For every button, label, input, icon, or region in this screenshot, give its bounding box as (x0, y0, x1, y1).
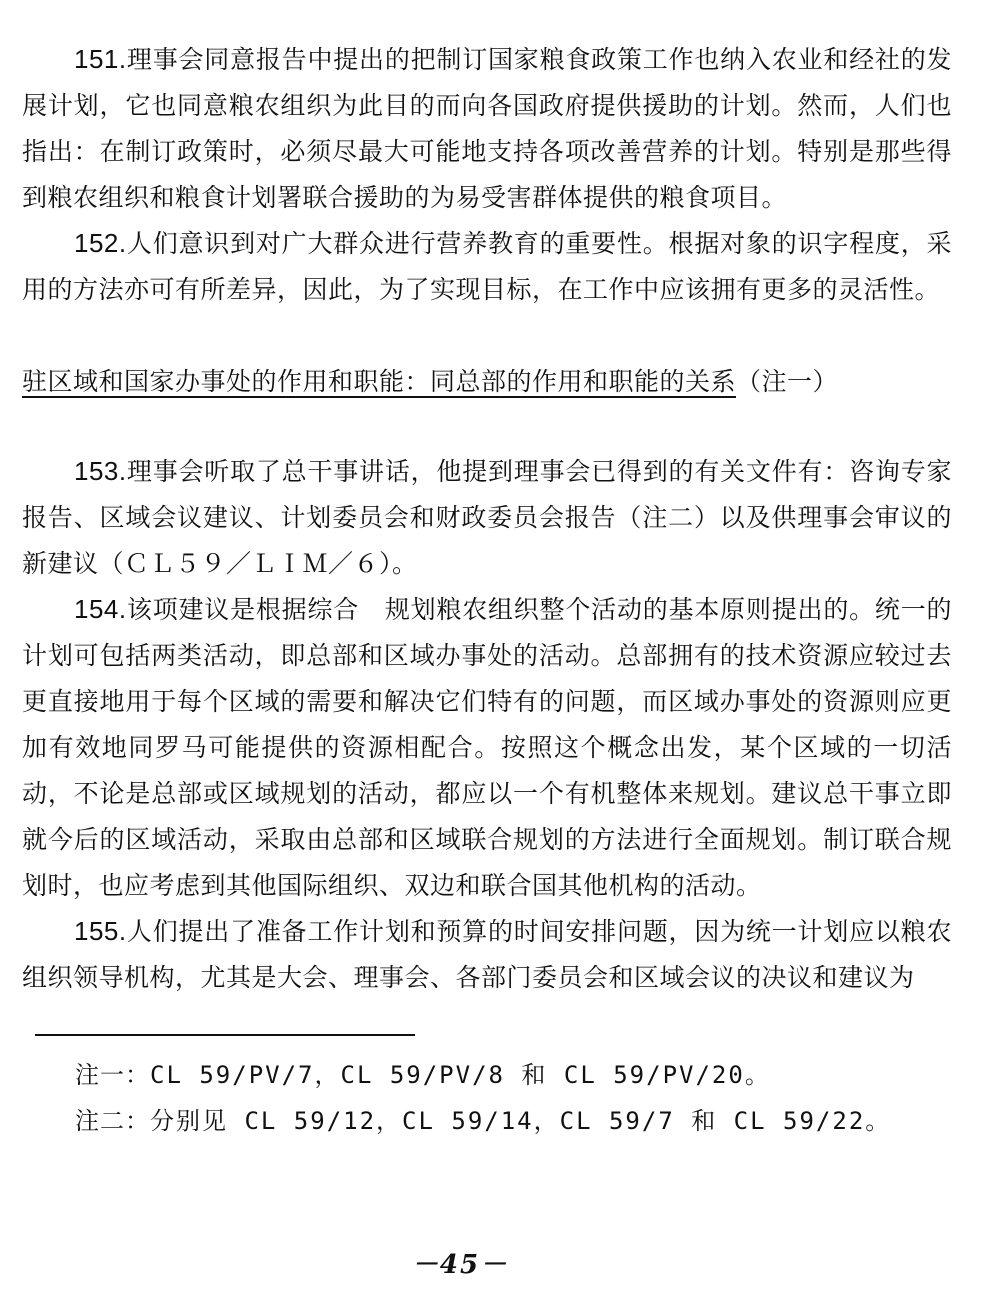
paragraph-152 (22, 220, 952, 313)
footnote-1 (75, 1058, 771, 1092)
paragraph-text: 理事会同意报告中提出的把制订国家粮食政策工作也纳入农业和经社的发展计划，它也同意粮农组织为此目的而向各国政府提供援助的计划。然而，人们也指出：在制订政策时，必须尽最大可能地支持各项改善营养的计划。特别是那些得到粮农组织和粮食计划署联合援助的为易受害群体提供的粮食项目。 (22, 45, 952, 212)
paragraph-151 (22, 36, 952, 221)
paragraph-155 (22, 908, 952, 1001)
paragraph-text: 理事会听取了总干事讲话，他提到理事会已得到的有关文件有：咨询专家报告、区域会议建议、计划委员会和财政委员会报告（注二）以及供理事会审议的新建议（ＣＬ５９／ＬＩＭ／６）。 (22, 457, 952, 578)
footnote-text: 分别见 CL 59/12，CL 59/14，CL 59/7 和 CL 59/22。 (150, 1107, 892, 1135)
paragraph-number: 152. (74, 228, 127, 258)
section-heading (22, 364, 838, 400)
paragraph-number: 155. (74, 916, 127, 946)
footnote-2 (75, 1104, 891, 1138)
footnote-divider (35, 1034, 415, 1036)
footnote-text: CL 59/PV/7，CL 59/PV/8 和 CL 59/PV/20。 (150, 1061, 771, 1089)
paragraph-number: 151. (74, 44, 127, 74)
paragraph-number: 153. (74, 456, 127, 486)
footnote-label: 注二： (75, 1107, 150, 1135)
paragraph-153 (22, 448, 952, 587)
paragraph-text: 人们提出了准备工作计划和预算的时间安排问题，因为统一计划应以粮农组织领导机构，尤其是大会、理事会、各部门委员会和区域会议的决议和建议为 (22, 917, 952, 992)
section-heading-note-ref: （注一） (736, 367, 839, 396)
page-number: －45－ (411, 1250, 509, 1280)
paragraph-text: 该项建议是根据综合 规划粮农组织整个活动的基本原则提出的。统一的计划可包括两类活动，即总部和区域办事处的活动。总部拥有的技术资源应较过去更直接地用于每个区域的需要和解决它们特有的问题，而区域办事处的资源则应更加有效地同罗马可能提供的资源相配合。按照这个概念出发，某个区域的一切活动，不论是总部或区域规划的活动，都应以一个有机整体来规划。建议总干事立即就今后的区域活动，采取由总部和区域联合规划的方法进行全面规划。制订联合规划时，也应考虑到其他国际组织、双边和联合国其他机构的活动。 (22, 595, 952, 900)
section-heading-title: 驻区域和国家办事处的作用和职能：同总部的作用和职能的关系 (22, 367, 737, 396)
paragraph-154 (22, 586, 952, 909)
paragraph-text: 人们意识到对广大群众进行营养教育的重要性。根据对象的识字程度，采用的方法亦可有所差异，因此，为了实现目标，在工作中应该拥有更多的灵活性。 (22, 229, 952, 304)
paragraph-number: 154. (74, 594, 127, 624)
footnote-label: 注一： (75, 1061, 150, 1089)
